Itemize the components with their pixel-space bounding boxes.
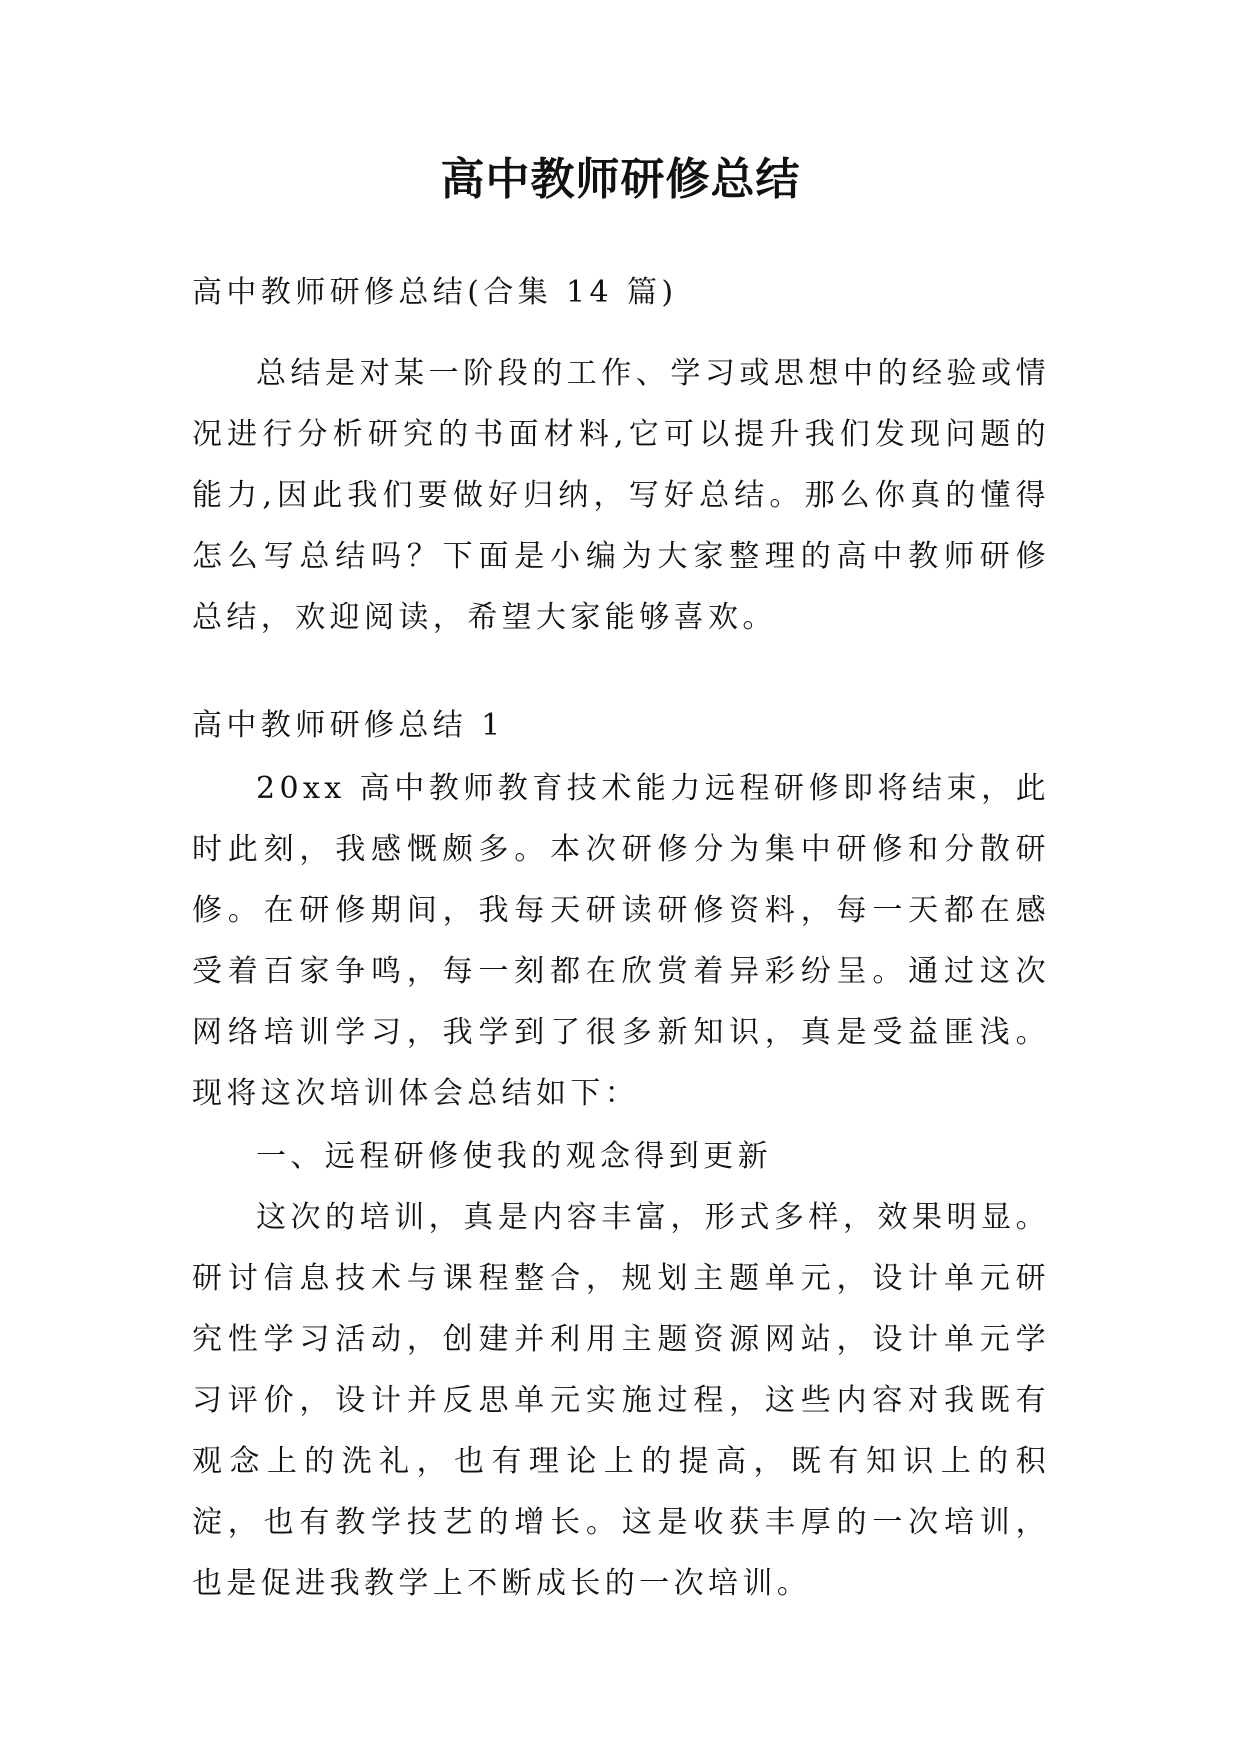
intro-paragraph: 总结是对某一阶段的工作、学习或思想中的经验或情况进行分析研究的书面材料,它可以提升我们发现问题的能力,因此我们要做好归纳，写好总结。那么你真的懂得怎么写总结吗？下面是小编为大家整理的高中教师研修总结，欢迎阅读，希望大家能够喜欢。 [192, 356, 1050, 635]
section-1-paragraph-1: 20xx 高中教师教育技术能力远程研修即将结束，此时此刻，我感慨颇多。本次研修分为集中研修和分散研修。在研修期间，我每天研读研修资料，每一天都在感受着百家争鸣，每一刻都在欣赏着异彩纷呈。通过这次网络培训学习，我学到了很多新知识，真是受益匪浅。现将这次培训体会总结如下： [192, 771, 1050, 1111]
section-1-heading-1: 一、远程研修使我的观念得到更新 [256, 1139, 772, 1174]
document-title: 高中教师研修总结 [440, 154, 801, 205]
section-1-title: 高中教师研修总结 1 [192, 708, 505, 743]
document-subtitle: 高中教师研修总结(合集 14 篇) [192, 275, 678, 310]
section-1-paragraph-2: 这次的培训，真是内容丰富，形式多样，效果明显。研讨信息技术与课程整合，规划主题单元，设计单元研究性学习活动，创建并利用主题资源网站，设计单元学习评价，设计并反思单元实施过程，这些内容对我既有观念上的洗礼，也有理论上的提高，既有知识上的积淀，也有教学技艺的增长。这是收获丰厚的一次培训，也是促进我教学上不断成长的一次培训。 [192, 1200, 1050, 1601]
